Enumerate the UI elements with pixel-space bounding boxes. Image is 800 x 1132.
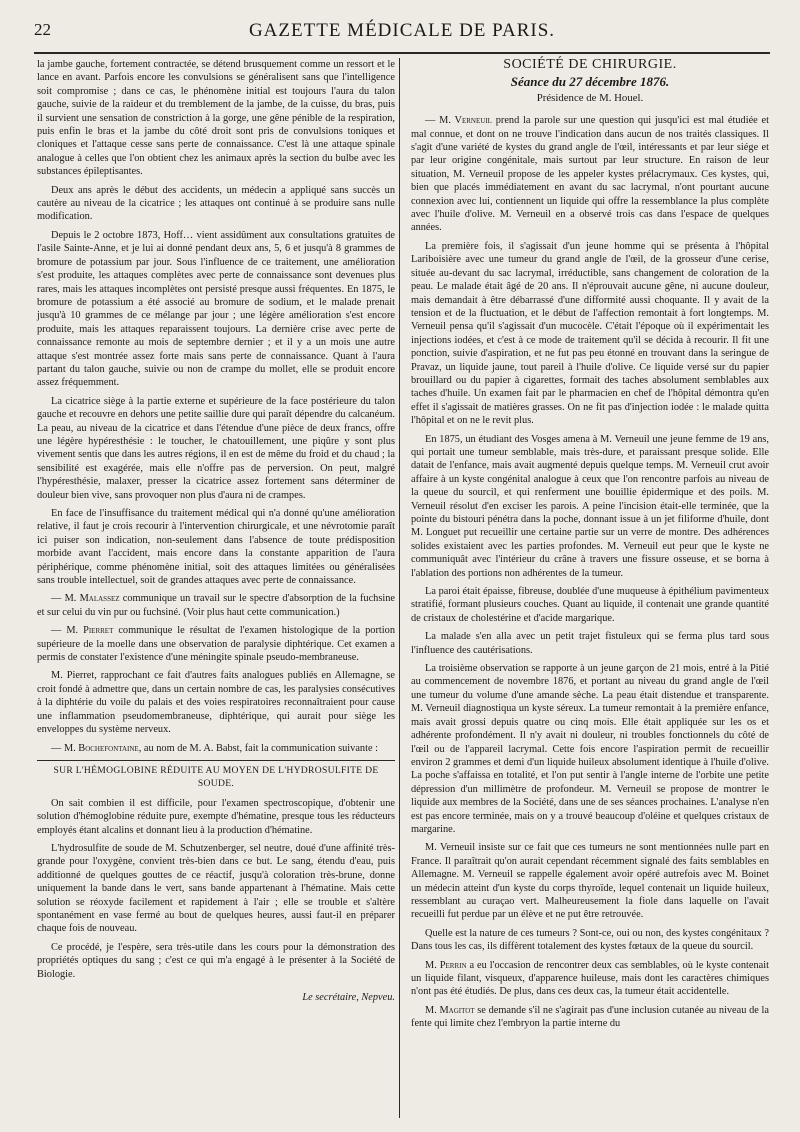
- paragraph: L'hydrosulfite de soude de M. Schutzenberger, sel neutre, doué d'une affinité très-grande pour l'oxygène, convient très-bien dans ce but. Le sang, étendu d'eau, puis additionné de quelques gouttes de ce réactif, jusqu'à coloration très-brune, donne uniquement la bande dans le vert, sans bande appartenant à l'hématine. Mais cette solution se réoxyde facilement et rapidement à l'air ; elle se trouble et s'altère spontanément en vase fermé au bout de quelques heures, aussi faut-il en préparer chaque fois de nouveau.: [37, 842, 395, 935]
- paragraph: la jambe gauche, fortement contractée, se détend brusquement comme un ressort et le lance en avant. Parfois encore les convulsions se généralisent sans que l'intelligence soit compromise ; dans ce cas, le phénomène initial est toujours l'aura du talon gauche, suivie de la raideur et du tremblement de la jambe, de la cuisse, du bras, puis il survient une sensation de constriction à la gorge, une gêne pénible de la respiration, puis enfin le bras et la jambe du côté droit sont pris de convulsions toniques et cloniques et l'attaque cesse sans perte de connaissance. C'est là une attaque spinale analogue à celles que l'on obtient chez les animaux après la section du bulbe avec les substances épileptisantes.: [37, 59, 395, 178]
- paragraph-text: communique un travail sur le spectre d'absorption de la fuchsine et sur celui du vin pur ou fuchsiné. (Voir plus haut cette communication.): [37, 593, 396, 618]
- paragraph: [411, 959, 769, 999]
- paragraph: [411, 1004, 769, 1031]
- paragraph-text: a eu l'occasion de rencontrer deux cas semblables, où le kyste contenait un liquide filant, visqueux, d'apparence huileuse, mais dont les caractères chimiques n'ont pas été étudiés. De plus, dans ces deux cas, la tumeur était accidentelle.: [411, 959, 769, 998]
- paragraph-text: , au nom de M. A. Babst, fait la communication suivante :: [138, 742, 379, 754]
- speaker-name: M. Malassez: [64, 593, 120, 605]
- paragraph: Quelle est la nature de ces tumeurs ? Sont-ce, oui ou non, des kystes congénitaux ? Dans tous les cas, ils diffèrent totalement des kystes fœtaux de la queue du sourcil.: [411, 927, 769, 953]
- paragraph: — M. Pierret communique le résultat de l'examen histologique de la portion supérieure de la moelle dans une observation de paralysie diphtérique. Cet examen a permis de constater l'existence d'une méningite spinale pseudo-membraneuse.: [37, 625, 395, 664]
- column-divider: [399, 58, 400, 1118]
- speaker-name: M. Bochefontaine: [63, 742, 139, 754]
- paragraph-text: communique le résultat de l'examen histologique de la portion supérieure de la moelle dans une observation de paralysie diphtérique. Cet examen a permis de constater l'existence d'une méningite spinale pseudo-membraneuse.: [37, 625, 395, 664]
- page-header: [34, 18, 770, 54]
- article-subheading: SUR L'HÉMOGLOBINE RÉDUITE AU MOYEN DE L'HYDROSULFITE DE SOUDE.: [37, 760, 395, 791]
- paragraph: La troisième observation se rapporte à un jeune garçon de 21 mois, entré à la Pitié au commencement de novembre 1876, et portant au niveau du grand angle de l'œil une tumeur du volume d'une amande sèche. La peau était distendue et transparente. M. Verneuil diagnostiqua un kyste séreux. La tumeur remontait à la première enfance, mais avait grossi depuis quatre ou cinq mois. Elle était appliquée sur les os et adhérente profondément. Il n'y avait ni douleur, ni troubles fonctionnels du côté de l'œil ou de l'appareil lacrymal. Cette fois encore l'aspiration permit de recueillir environ 2 grammes et demi d'un liquide huileux absolument identique à l'huile d'olive. La poche s'affaissa en totalité, et l'on put sentir à l'angle interne de l'orbite une petite dépression d'un millimètre de profondeur. M. Verneuil se propose de montrer le liquide aux membres de la Société, dans une de ses séances prochaines. L'analyse n'en est pas encore terminée, mais on y a trouvé beaucoup d'oléine et quelques cristaux de margarine.: [411, 663, 769, 835]
- paragraph: Ce procédé, je l'espère, sera très-utile dans les cours pour la démonstration des propriétés optiques du sang ; c'est ce qui m'a engagé à le présenter à la Société de Biologie.: [37, 941, 395, 980]
- paragraph: En face de l'insuffisance du traitement médical qui n'a donné qu'une amélioration relative, il faut je crois recourir à l'intervention chirurgicale, et une névrotomie paraît ici puiser son indication, non-seulement dans l'absence de toute prédisposition morbide avant l'accident, mais encore dans la constante apparition de l'aura périphérique, comme phénomène initial, soit des attaques limitées ou généralisées sans trouble intellectuel, soit de grandes attaques avec perte de connaissance.: [37, 508, 395, 587]
- session-title: Séance du 27 décembre 1876.: [510, 74, 670, 90]
- left-column: [37, 58, 395, 1009]
- paragraph-text: se demande s'il ne s'agirait pas d'une inclusion cutanée au niveau de la fente qui limite chez l'embryon la partie interne du: [411, 1004, 769, 1030]
- page-number: 22: [34, 20, 51, 39]
- presidence-line: Présidence de M. Houel.: [536, 91, 644, 104]
- paragraph: La paroi était épaisse, fibreuse, doublée d'une muqueuse à épithélium pavimenteux stratifié, formant plusieurs couches. Quant au liquide, il contenait une grande quantité de cristaux de cholestérine et d'acide margarique.: [411, 586, 769, 624]
- paragraph: — M. Verneuil prend la parole sur une question qui jusqu'ici est mal étudiée et mal connue, et dont on ne trouve l'indication dans aucun de nos traités classiques. Il s'agit d'une variété de kystes du grand angle de l'œil, intéressants et par leur siége et par leur origine congénitale, mais surtout par leur structure. En raison de leur situation, M. Verneuil propose de les appeler kystes prélacrymaux. Ces kystes, qui, bien que placés immédiatement en avant du sac lacrymal, n'ont pourtant aucune connexion avec lui, contiennent un liquide qui offre la ressemblance la plus complète avec l'huile d'olive. M. Verneuil en a observé trois cas dans l'espace de quelques années.: [411, 115, 770, 234]
- paragraph: La première fois, il s'agissait d'un jeune homme qui se présenta à l'hôpital Lariboisière avec une tumeur du grand angle de l'œil, de la grosseur d'une cerise, située au-devant du sac lacrymal, irréductible, sans changement de coloration de la peau. Le malade était âgé de 20 ans. Il n'éprouvait aucune gêne, ni aucune douleur, mais demandait à être débarrassé d'une difformité aussi choquante. Il y avait de la tension et de la fluctuation, et le début de l'affection remontait à fort longtemps. M. Verneuil pensa qu'il s'agissait d'un mucocèle. C'était l'époque où il expérimentait les injections iodées, et c'est à ce mode de traitement qu'il se décida à recourir. Il fit une ponction, suivie d'aspiration, et ne fut pas peu étonné en trouvant dans la seringue de Pravaz, un liquide jaune, tout pareil à l'huile d'olive. Ce liquide versé sur du papier brouillard ou du papier à cigarettes, formait des taches absolument semblables aux taches d'huile. Un examen fait par le pharmacien en chef de l'hôpital démontra qu'en effet il s'agissait de matières grasses. On ne fit pas d'injection iodée : le malade quitta l'hôpital et on ne le revit plus.: [411, 240, 769, 427]
- paragraph: Depuis le 2 octobre 1873, Hoff… vient assidûment aux consultations gratuites de l'asile Sainte-Anne, et je lui ai donné pendant deux ans, 5, 6 et jusqu'à 8 grammes de bromure de potassium par jour. Sous l'influence de ce traitement, une amélioration s'est produite, les attaques complètes avec perte de connaissance sont devenues plus rares, mais les attaques incomplètes ont persisté presque aussi fréquentes. En 1875, le bromure de potassium a été associé au bromure de sodium, et le malade prenait jusqu'à 10 grammes de ce mélange par jour ; une légère amélioration s'est encore produite, mais les attaques reparaissent toujours. La dernière crise avec perte de connaissance remonte au mois de septembre dernier ; et il y a un mois une autre attaque s'est montrée assez forte mais sans perte de connaissance. Quant à l'aura partant du talon gauche, suivie ou non de crampe du mollet, elle se produit encore assez fréquemment.: [37, 229, 395, 389]
- paragraph: M. Pierret, rapprochant ce fait d'autres faits analogues publiés en Allemagne, se croit fondé à admettre que, dans un certain nombre de cas, les paralysies consécutives à la diphtérie du voile du palais et des voies respiratoires reconnaîtraient pour cause une inflammation pseudomembraneuse, diphtérique, qui aurait pour siège les enveloppes du système nerveux.: [37, 670, 395, 736]
- paragraph: — M. Malassez communique un travail sur le spectre d'absorption de la fuchsine et sur celui du vin pur ou fuchsiné. (Voir plus haut cette communication.): [37, 593, 396, 618]
- paragraph: La cicatrice siège à la partie externe et supérieure de la face postérieure du talon gauche et recouvre en dehors une petite saillie dure qui paraît dépendre du calcanéum. La peau, au niveau de la cicatrice et dans l'étendue d'une pièce de deux francs, offre une légère hypéresthésie : le toucher, le chatouillement, une piqûre y sont plus vivement sentis que dans les autres régions, il en est de même du froid et du chaud ; la sensibilité est exagérée, mais elle n'offre pas de perversion. On peut, malgré l'hypéresthésie, malaxer, presser la cicatrice assez fortement sans déterminer de douleur bien vive, sans provoquer non plus d'aura ni de crampes.: [37, 395, 395, 501]
- right-column: [411, 58, 769, 1036]
- speaker-name: M. Verneuil: [439, 115, 492, 127]
- secretary-signature: Le secrétaire, Nepveu.: [302, 992, 395, 1003]
- paragraph: En 1875, un étudiant des Vosges amena à M. Verneuil une jeune femme de 19 ans, qui portait une tumeur semblable, mais très-dure, et paraissant presque solide. Elle datait de l'enfance, mais avait augmenté depuis quelque temps. M. Verneuil crut avoir affaire à un kyste congénital analogue à ceux que l'on rencontre parfois au niveau de la queue du sourcil, et qui renferment une bouillie épidermique et des poils. M. Verneuil résolut d'en exciser les parois. A peine l'incision était-elle terminée, que la pointe du bistouri pénétra dans la poche, donnant issue à un jet filiforme d'huile, dont M. Longuet put recueillir une certaine partie sur un verre de montre. Des adhérences solides existaient avec les parties profondes. M. Verneuil eut peur que le kyste ne communiquât avec l'intérieur du crâne à travers une fissure osseuse, et se borna à l'ablation des portions non adhérentes de la tumeur.: [411, 433, 769, 579]
- paragraph: — M. Bochefontaine, au nom de M. A. Babst, fait la communication suivante :: [51, 742, 379, 754]
- section-title: SOCIÉTÉ DE CHIRURGIE.: [503, 57, 677, 72]
- paragraph-text: prend la parole sur une question qui jusqu'ici est mal étudiée et mal connue, et dont on ne trouve l'indication dans aucun de nos traités classiques. Il s'agit d'une variété de kystes du grand angle de l'œil, intéressants et par leur siége et par leur origine congénitale, mais surtout par leur structure. En raison de leur situation, M. Verneuil propose de les appeler kystes prélacrymaux. Ces kystes, qui, bien que placés immédiatement en avant du sac lacrymal, n'ont pourtant aucune connexion avec lui, contiennent un liquide qui offre la ressemblance la plus complète avec l'huile d'olive. M. Verneuil en a observé trois cas dans l'espace de quelques années.: [411, 115, 770, 234]
- journal-title: GAZETTE MÉDICALE DE PARIS.: [248, 20, 556, 41]
- speaker-name: M. Magitot: [425, 1004, 475, 1016]
- paragraph: La malade s'en alla avec un petit trajet fistuleux qui se ferma plus tard sous l'influence des cautérisations.: [411, 631, 769, 656]
- paragraph: Deux ans après le début des accidents, un médecin a appliqué sans succès un cautère au niveau de la cicatrice ; les attaques ont continué à se produire sans nulle modification.: [37, 184, 395, 223]
- speaker-name: M. Perrin: [425, 959, 467, 971]
- paragraph: M. Verneuil insiste sur ce fait que ces tumeurs ne sont mentionnées nulle part en France. Il paraîtrait qu'on aurait cependant récemment signalé des faits semblables en Allemagne. M. Verneuil se rappelle également avoir opéré autrefois avec M. Boinet un médecin atteint d'un kyste du corps thyroïde, lequel contenait un liquide huileux, ressemblant au curaçao vert. Malheureusement la fiole dans laquelle on l'avait recueilli fut perdue par un élève et ne put être retrouvée.: [411, 842, 769, 921]
- speaker-name: M. Pierret: [66, 625, 114, 637]
- paragraph: On sait combien il est difficile, pour l'examen spectroscopique, d'obtenir une solution d'hémoglobine réduite pure, exempte d'hématine, presque tous les réducteurs employés étant alcalins et donnant lieu à la production d'hématine.: [37, 797, 395, 836]
